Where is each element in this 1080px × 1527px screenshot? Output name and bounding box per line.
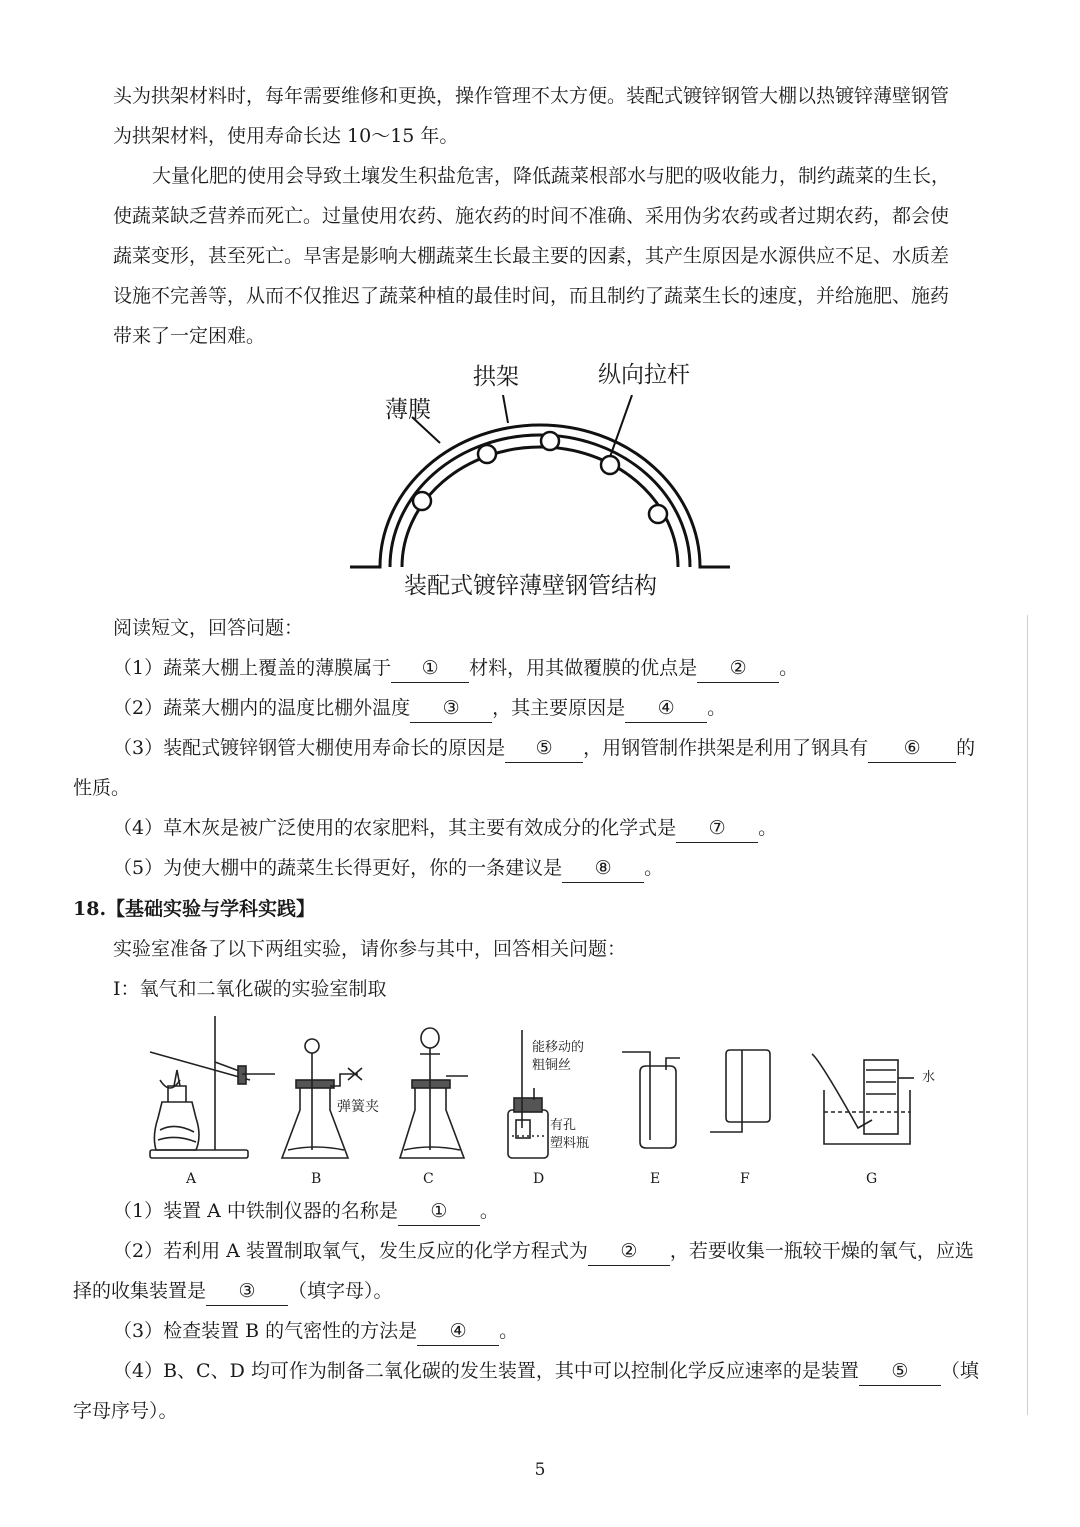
q17-item-4 xyxy=(113,808,777,848)
question-text: 。 xyxy=(758,817,778,839)
passage-line: 为拱架材料，使用寿命长达 10～15 年。 xyxy=(113,125,459,147)
apparatus-label: D xyxy=(533,1171,545,1187)
water-label: 水 xyxy=(922,1070,936,1085)
question-text: （5）为使大棚中的蔬菜生长得更好，你的一条建议是 xyxy=(113,857,563,879)
plastic-bottle-label-1: 有孔 xyxy=(550,1118,577,1133)
question-text: 。 xyxy=(499,1320,519,1342)
apparatus-f xyxy=(710,1050,770,1132)
q18-item-4 xyxy=(113,1351,979,1391)
arch-arc xyxy=(390,435,690,567)
question-text: （3）装配式镀锌钢管大棚使用寿命长的原因是 xyxy=(113,737,506,759)
question-text: （4）草木灰是被广泛使用的农家肥料，其主要有效成分的化学式是 xyxy=(113,817,677,839)
apparatus-label: G xyxy=(866,1171,878,1187)
question-text: 。 xyxy=(779,657,799,679)
passage-line: 使蔬菜缺乏营养而死亡。过量使用农药、施农药的时间不准确、采用伪劣农药或者过期农药，都会使 xyxy=(113,205,950,227)
apparatus-g xyxy=(812,1054,914,1144)
q17-item-3-cont: 性质。 xyxy=(73,777,131,799)
rod-circle xyxy=(601,456,619,474)
question-text: 。 xyxy=(707,697,727,719)
question-text: （2）蔬菜大棚内的温度比棚外温度 xyxy=(113,697,411,719)
q18-part1-heading: I：氧气和二氧化碳的实验室制取 xyxy=(113,978,387,1000)
answer-blank-1[interactable]: ① xyxy=(391,654,469,683)
answer-blank-3[interactable]: ③ xyxy=(410,694,492,723)
q18-item-2-cont xyxy=(73,1271,393,1311)
apparatus-label: C xyxy=(423,1171,434,1187)
question-text: （填字母）。 xyxy=(288,1280,393,1302)
question-text: 的 xyxy=(956,737,976,759)
passage-line: 带来了一定困难。 xyxy=(113,325,266,347)
apparatus-figure xyxy=(130,1010,960,1170)
copper-wire-label-1: 能移动的 xyxy=(532,1040,585,1055)
apparatus-label: E xyxy=(650,1171,661,1187)
question-text: 。 xyxy=(644,857,664,879)
passage-line: 设施不完善等，从而不仅推迟了蔬菜种植的最佳时间，而且制约了蔬菜生长的速度，并给施肥、施药 xyxy=(113,285,950,307)
apparatus-a xyxy=(150,1016,275,1158)
answer-blank-5[interactable]: ⑤ xyxy=(505,734,583,763)
q18-intro: 实验室准备了以下两组实验，请你参与其中，回答相关问题： xyxy=(113,938,627,960)
q18-item-4-cont: 字母序号）。 xyxy=(73,1400,178,1422)
apparatus-label: F xyxy=(740,1171,750,1187)
question-text: （3）检查装置 B 的气密性的方法是 xyxy=(113,1320,418,1342)
answer-blank-2[interactable]: ② xyxy=(588,1237,670,1266)
q17-intro: 阅读短文，回答问题： xyxy=(113,617,304,639)
arch-leader-line xyxy=(503,395,508,423)
apparatus-e xyxy=(622,1052,680,1148)
q17-item-3 xyxy=(113,728,975,768)
film-label: 薄膜 xyxy=(385,397,431,423)
rod-label: 纵向拉杆 xyxy=(598,362,690,388)
q18-title: 18.【基础实验与学科实践】 xyxy=(73,898,316,920)
answer-blank-2[interactable]: ② xyxy=(697,654,779,683)
passage-line: 头为拱架材料时，每年需要维修和更换，操作管理不太方便。装配式镀锌钢管大棚以热镀锌薄壁钢管 xyxy=(113,85,950,107)
question-text: （4）B、C、D 均可作为制备二氧化碳的发生装置，其中可以控制化学反应速率的是装置 xyxy=(113,1360,859,1382)
answer-blank-8[interactable]: ⑧ xyxy=(562,854,644,883)
passage-line: 蔬菜变形，甚至死亡。旱害是影响大棚蔬菜生长最主要的因素，其产生原因是水源供应不足、水质差 xyxy=(113,245,950,267)
question-text: 材料，用其做覆膜的优点是 xyxy=(469,657,698,679)
answer-blank-3[interactable]: ③ xyxy=(206,1277,288,1306)
rod-circle xyxy=(541,432,559,450)
passage-line: 大量化肥的使用会导致土壤发生积盐危害，降低蔬菜根部水与肥的吸收能力，制约蔬菜的生长， xyxy=(152,165,951,187)
q18-item-2 xyxy=(113,1231,974,1271)
answer-blank-7[interactable]: ⑦ xyxy=(676,814,758,843)
q17-item-1 xyxy=(113,648,798,688)
rod-circle xyxy=(478,445,496,463)
answer-blank-5[interactable]: ⑤ xyxy=(859,1357,941,1386)
answer-blank-4[interactable]: ④ xyxy=(625,694,707,723)
q17-item-5 xyxy=(113,848,663,888)
q18-item-1 xyxy=(113,1191,499,1231)
question-text: ，其主要原因是 xyxy=(492,697,626,719)
apparatus-label: B xyxy=(311,1171,322,1187)
apparatus-c xyxy=(400,1028,468,1158)
diagram-caption: 装配式镀锌薄壁钢管结构 xyxy=(404,573,657,599)
answer-blank-4[interactable]: ④ xyxy=(417,1317,499,1346)
q17-item-2 xyxy=(113,688,726,728)
plastic-bottle-label-2: 塑料瓶 xyxy=(550,1136,590,1151)
question-text: （填 xyxy=(940,1360,979,1382)
question-text: 。 xyxy=(479,1200,499,1222)
page-number: 5 xyxy=(534,1460,546,1480)
copper-wire-label-2: 粗铜丝 xyxy=(532,1058,572,1073)
rod-circle xyxy=(413,492,431,510)
arch-label: 拱架 xyxy=(473,364,519,390)
question-text: ，用钢管制作拱架是利用了钢具有 xyxy=(583,737,869,759)
question-text: ，若要收集一瓶较干燥的氧气，应选 xyxy=(669,1240,974,1262)
apparatus-label: A xyxy=(186,1171,197,1187)
question-text: （1）蔬菜大棚上覆盖的薄膜属于 xyxy=(113,657,392,679)
margin-rule xyxy=(1027,615,1028,1415)
answer-blank-6[interactable]: ⑥ xyxy=(868,734,956,763)
spring-clip-label: 弹簧夹 xyxy=(337,1099,379,1115)
question-text: （1）装置 A 中铁制仪器的名称是 xyxy=(113,1200,398,1222)
question-text: 择的收集装置是 xyxy=(73,1280,207,1302)
answer-blank-1[interactable]: ① xyxy=(398,1197,480,1226)
q18-item-3 xyxy=(113,1311,518,1351)
question-text: （2）若利用 A 装置制取氧气，发生反应的化学方程式为 xyxy=(113,1240,588,1262)
rod-circle xyxy=(649,505,667,523)
